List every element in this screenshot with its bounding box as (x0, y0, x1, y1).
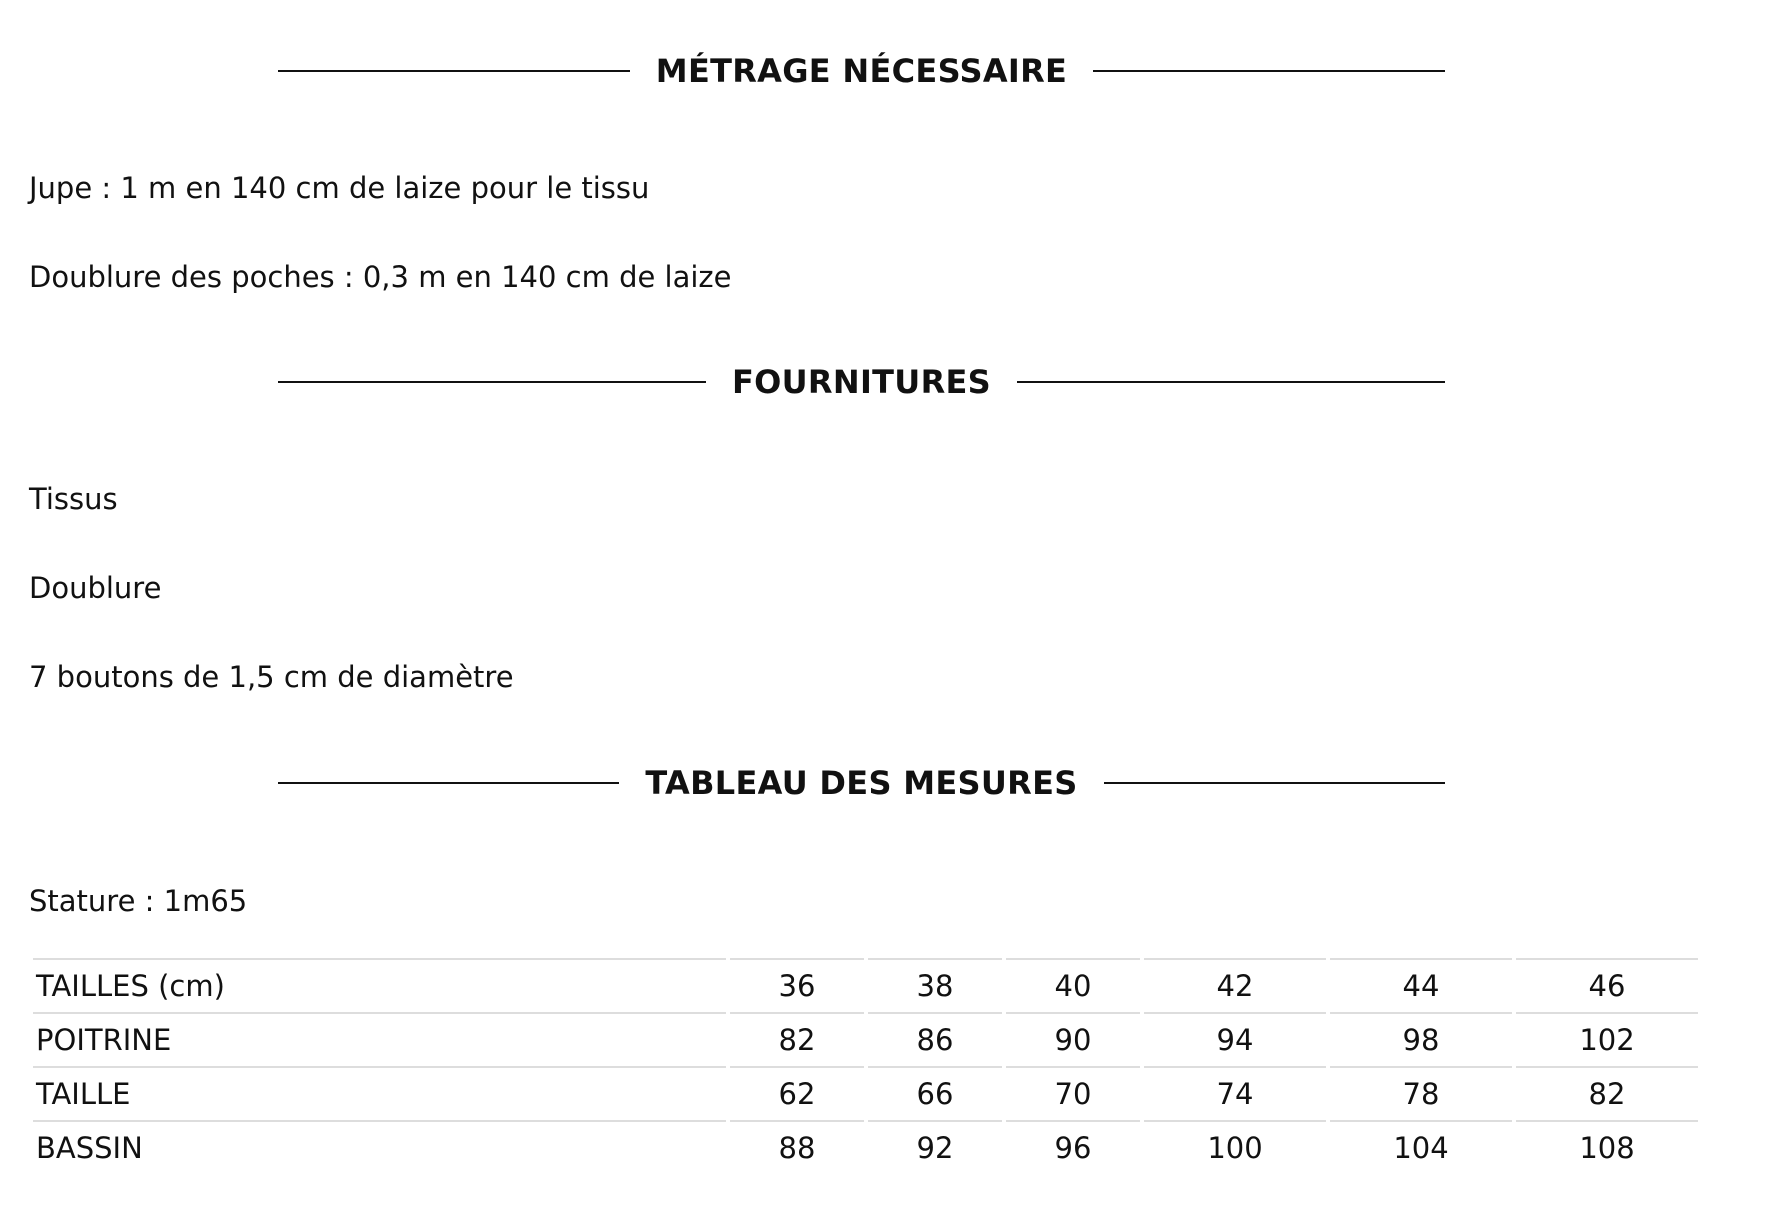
table-cell: 66 (868, 1066, 1002, 1120)
table-cell: 82 (1516, 1066, 1698, 1120)
table-cell: 42 (1144, 958, 1326, 1012)
row-label-poitrine: POITRINE (33, 1012, 726, 1066)
table-cell: 74 (1144, 1066, 1326, 1120)
size-table (29, 958, 1702, 1174)
table-cell: 90 (1006, 1012, 1140, 1066)
heading-rule-left (278, 70, 630, 72)
heading-rule-left (278, 782, 619, 784)
section-title-fournitures: FOURNITURES (731, 363, 992, 401)
table-cell: 62 (730, 1066, 864, 1120)
section-heading-mesures (278, 764, 1445, 802)
table-row (33, 958, 1698, 1012)
table-cell: 70 (1006, 1066, 1140, 1120)
heading-rule-left (278, 381, 706, 383)
heading-rule-right (1017, 381, 1445, 383)
section-heading-fournitures (278, 363, 1445, 401)
metrage-line-doublure: Doublure des poches : 0,3 m en 140 cm de laize (29, 260, 732, 294)
table-row (33, 1012, 1698, 1066)
table-cell: 102 (1516, 1012, 1698, 1066)
section-heading-metrage (278, 52, 1445, 90)
table-cell: 44 (1330, 958, 1512, 1012)
metrage-line-jupe: Jupe : 1 m en 140 cm de laize pour le tissu (29, 171, 650, 205)
table-row (33, 1120, 1698, 1174)
table-cell: 104 (1330, 1120, 1512, 1174)
table-cell: 40 (1006, 958, 1140, 1012)
row-label-bassin: BASSIN (33, 1120, 726, 1174)
stature-text: Stature : 1m65 (29, 884, 248, 918)
table-cell: 96 (1006, 1120, 1140, 1174)
table-cell: 108 (1516, 1120, 1698, 1174)
fournitures-item-boutons: 7 boutons de 1,5 cm de diamètre (29, 660, 514, 694)
row-label-taille: TAILLE (33, 1066, 726, 1120)
heading-rule-right (1093, 70, 1445, 72)
table-cell: 46 (1516, 958, 1698, 1012)
heading-rule-right (1104, 782, 1445, 784)
section-title-metrage: MÉTRAGE NÉCESSAIRE (655, 52, 1068, 90)
fournitures-item-doublure: Doublure (29, 571, 162, 605)
table-cell: 100 (1144, 1120, 1326, 1174)
table-cell: 92 (868, 1120, 1002, 1174)
table-cell: 36 (730, 958, 864, 1012)
table-cell: 94 (1144, 1012, 1326, 1066)
table-cell: 78 (1330, 1066, 1512, 1120)
table-cell: 38 (868, 958, 1002, 1012)
section-title-mesures: TABLEAU DES MESURES (645, 764, 1078, 802)
table-cell: 88 (730, 1120, 864, 1174)
table-cell: 82 (730, 1012, 864, 1066)
table-cell: 86 (868, 1012, 1002, 1066)
fournitures-item-tissus: Tissus (29, 482, 118, 516)
table-row (33, 1066, 1698, 1120)
table-cell: 98 (1330, 1012, 1512, 1066)
row-label-tailles: TAILLES (cm) (33, 958, 726, 1012)
